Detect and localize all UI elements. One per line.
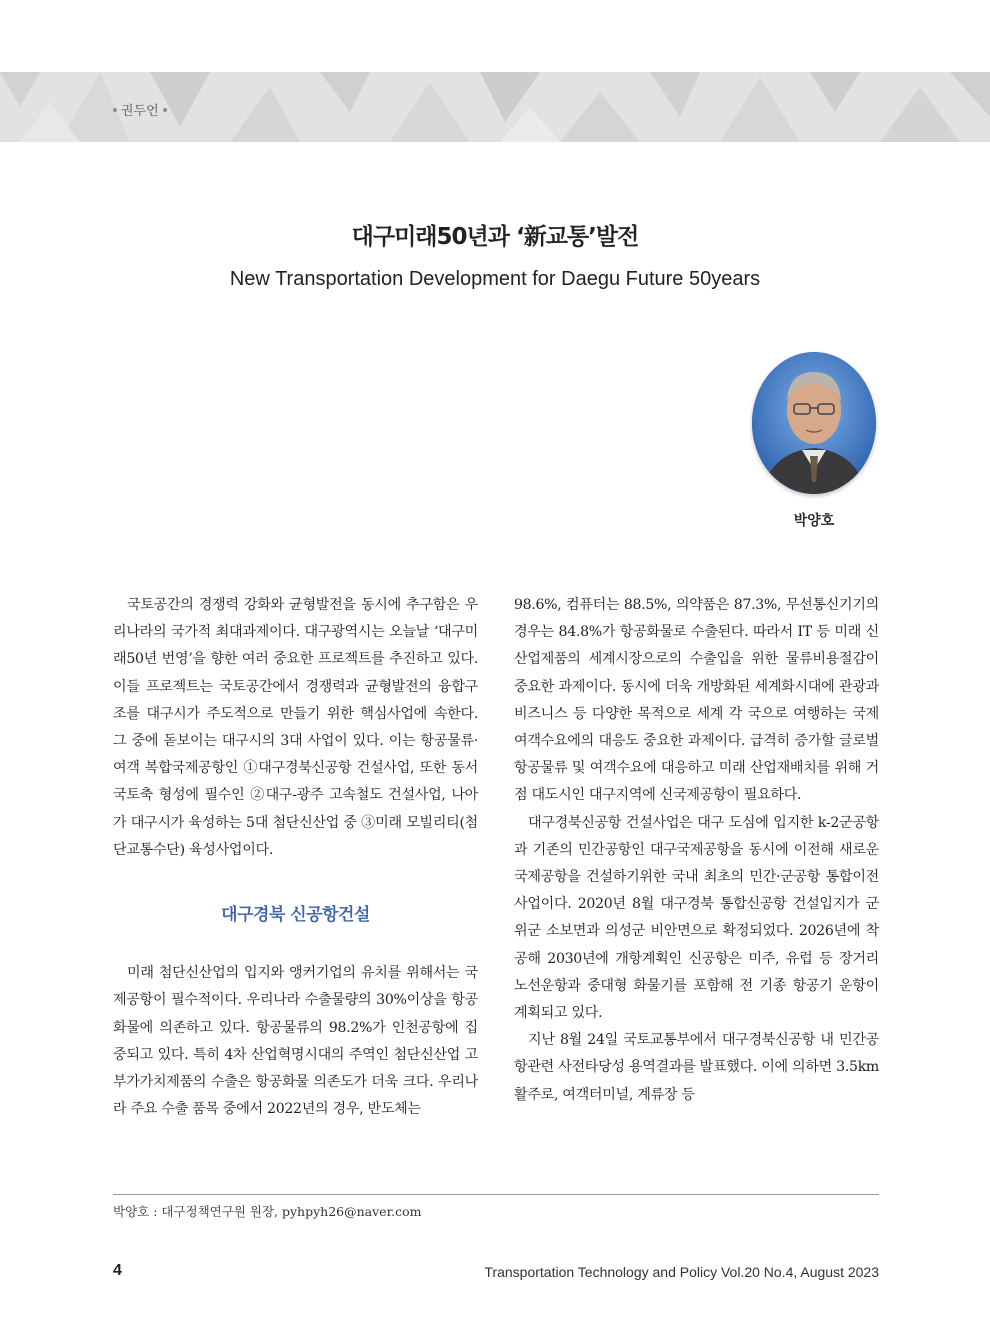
bullet-dot-icon	[113, 108, 117, 112]
author-portrait-image	[752, 352, 876, 494]
body-paragraph: 98.6%, 컴퓨터는 88.5%, 의약품은 87.3%, 무선통신기기의 경우는 84.8%가 항공화물로 수출된다. 따라서 IT 등 미래 신산업제품의 세계시장으로의 수출입을 위한 물류비용절감이 중요한 과제이다. 동시에 더욱 개방화된 세계화시대에 관광과 비즈니스 등 다양한 목적으로 세계 각 국으로 여행하는 국제여객수요에의 대응도 중요한 과제이다. 급격히 증가할 글로벌 항공물류 및 여객수요에 대응하고 미래 산업재배치를 위해 거점 대도시인 대구지역에 신국제공항이 필요하다.	[514, 597, 879, 804]
section-heading: 대구경북 신공항건설	[221, 905, 370, 926]
left-column	[113, 592, 478, 1123]
page-number: 4	[113, 1262, 122, 1279]
article-subtitle: New Transportation Development for Daegu Future 50years	[229, 268, 761, 290]
article-title: 대구미래50년과 ‘新교통’발전	[351, 224, 639, 250]
right-column	[514, 592, 879, 1109]
section-label	[113, 100, 167, 119]
header-banner	[0, 72, 990, 142]
bullet-dot-icon	[163, 108, 167, 112]
section-label-text: 권두언	[121, 104, 159, 119]
body-paragraph: 지난 8월 24일 국토교통부에서 대구경북신공항 내 민간공항관련 사전타당성 용역결과를 발표했다. 이에 의하면 3.5km활주로, 여객터미널, 계류장 등	[514, 1032, 879, 1103]
author-footnote: 박양호 : 대구정책연구원 원장, pyhpyh26@naver.com	[113, 1204, 422, 1219]
footnote-divider	[113, 1194, 879, 1195]
body-paragraph: 국토공간의 경쟁력 강화와 균형발전을 동시에 추구함은 우리나라의 국가적 최대과제이다. 대구광역시는 오늘날 ‘대구미래50년 번영’을 향한 여러 중요한 프로젝트를 추진하고 있다. 이들 프로젝트는 국토공간에서 경쟁력과 균형발전의 융합구조를 대구시가 주도적으로 만들기 위한 핵심사업에 속한다. 그 중에 돋보이는 대구시의 3대 사업이 있다. 이는 항공물류·여객 복합국제공항인 ①대구경북신공항 건설사업, 또한 동서국토축 형성에 필수인 ②대구-광주 고속철도 건설사업, 나아가 대구시가 육성하는 5대 첨단신산업 중 ③미래 모빌리티(첨단교통수단) 육성사업이다.	[113, 597, 478, 858]
body-paragraph: 미래 첨단신산업의 입지와 앵커기업의 유치를 위해서는 국제공항이 필수적이다. 우리나라 수출물량의 30%이상을 항공화물에 의존하고 있다. 항공물류의 98.2%가 인천공항에 집중되고 있다. 특히 4차 산업혁명시대의 주역인 첨단신산업 고부가가치제품의 수출은 항공화물 의존도가 더욱 크다. 우리나라 주요 수출 품목 중에서 2022년의 경우, 반도체는	[113, 965, 478, 1118]
journal-citation: Transportation Technology and Policy Vol.20 No.4, August 2023	[484, 1264, 879, 1280]
body-paragraph: 대구경북신공항 건설사업은 대구 도심에 입지한 k-2군공항과 기존의 민간공항인 대구국제공항을 동시에 이전해 새로운 국제공항을 건설하기위한 국내 최초의 민간·군공항 통합이전사업이다. 2020년 8월 대구경북 통합신공항 건설입지가 군위군 소보면과 의성군 비안면으로 확정되었다. 2026년에 착공해 2030년에 개항계획인 신공항은 미주, 유럽 등 장거리 노선운항과 중대형 화물기를 포함해 전 기종 항공기 운항이 계획되고 있다.	[514, 814, 879, 1022]
author-photo	[752, 352, 876, 494]
author-name: 박양호	[793, 513, 835, 529]
